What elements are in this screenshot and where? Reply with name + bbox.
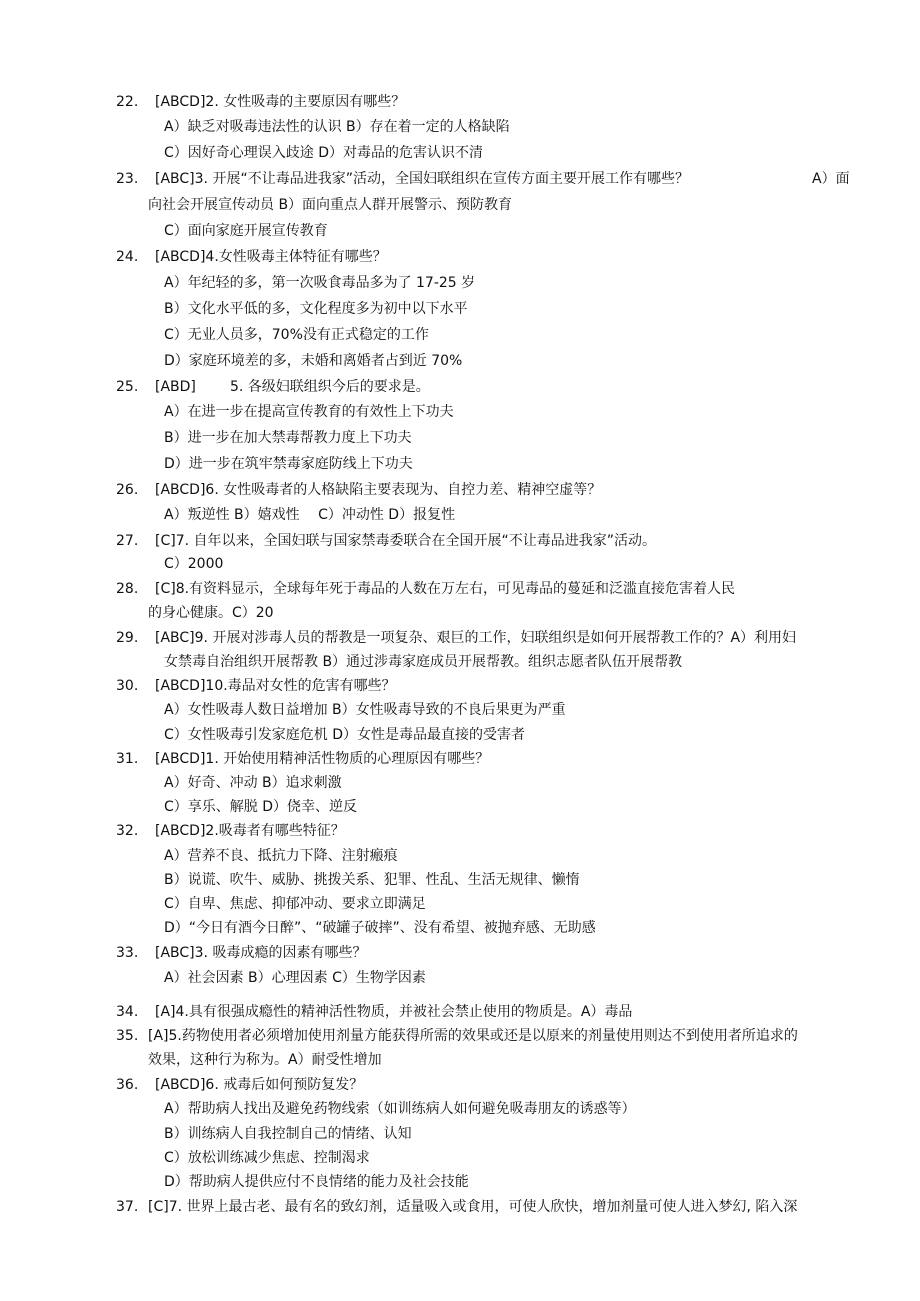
answer-option-line: B）训练病人自我控制自己的情绪、认知 bbox=[164, 1126, 412, 1142]
question-stem: [ABC]3. 开展“不让毒品进我家”活动，全国妇联组织在宣传方面主要开展工作有哪些？ bbox=[155, 171, 689, 187]
answer-option-line: D）帮助病人提供应付不良情绪的能力及社会技能 bbox=[164, 1174, 469, 1190]
question-number: 34. bbox=[116, 1004, 139, 1020]
answer-option-line: 女禁毒自治组织开展帮教 B）通过涉毒家庭成员开展帮教。组织志愿者队伍开展帮教 bbox=[164, 654, 683, 670]
answer-option-line: C）无业人员多，70%没有正式稳定的工作 bbox=[164, 327, 429, 343]
question-number: 30. bbox=[116, 678, 139, 694]
question-number: 35. bbox=[116, 1028, 139, 1044]
answer-option-line: A）女性吸毒人数日益增加 B）女性吸毒导致的不良后果更为严重 bbox=[164, 702, 566, 718]
question-stem: [ABCD]2.吸毒者有哪些特征？ bbox=[155, 823, 345, 839]
answer-option-line: A）在进一步在提高宣传教育的有效性上下功夫 bbox=[164, 404, 454, 420]
question-number: 29. bbox=[116, 630, 139, 646]
question-number: 23. bbox=[116, 171, 139, 187]
question-stem: [ABCD]4.女性吸毒主体特征有哪些？ bbox=[155, 249, 387, 265]
question-number: 26. bbox=[116, 482, 139, 498]
answer-option-line: A）叛逆性 B）嬉戏性 C）冲动性 D）报复性 bbox=[164, 507, 456, 523]
question-stem: [A]4.具有很强成瘾性的精神活性物质，并被社会禁止使用的物质是。A）毒品 bbox=[155, 1004, 633, 1020]
answer-option-line: C）女性吸毒引发家庭危机 D）女性是毒品最直接的受害者 bbox=[164, 727, 526, 743]
question-number: 24. bbox=[116, 249, 139, 265]
question-answer-key: [ABD] bbox=[155, 379, 196, 395]
question-stem-continuation: 向社会开展宣传动员 B）面向重点人群开展警示、预防教育 bbox=[148, 197, 513, 213]
question-stem: [C]8.有资料显示，全球每年死于毒品的人数在万左右，可见毒品的蔓延和泛滥直接危害着人民 bbox=[155, 581, 736, 597]
answer-option-line: C）放松训练减少焦虑、控制渴求 bbox=[164, 1150, 370, 1166]
question-stem: [C]7. 自年以来，全国妇联与国家禁毒委联合在全国开展“不让毒品进我家”活动。 bbox=[155, 533, 657, 549]
answer-option-line: D）进一步在筑牢禁毒家庭防线上下功夫 bbox=[164, 456, 413, 472]
question-stem-continuation: 效果，这种行为称为。A）耐受性增加 bbox=[148, 1052, 382, 1068]
question-stem: [C]7. 世界上最古老、最有名的致幻剂，适量吸入或食用，可使人欣快，增加剂量可使人进入梦幻, 陷入深 bbox=[148, 1199, 798, 1215]
question-stem: [ABCD]10.毒品对女性的危害有哪些？ bbox=[155, 678, 396, 694]
question-stem: [ABCD]1. 开始使用精神活性物质的心理原因有哪些？ bbox=[155, 751, 490, 767]
answer-option-line: D）“今日有酒今日醉”、“破罐子破摔”、没有希望、被抛弃感、无助感 bbox=[164, 920, 596, 936]
question-number: 32. bbox=[116, 823, 139, 839]
question-number: 28. bbox=[116, 581, 139, 597]
answer-option-line: B）进一步在加大禁毒帮教力度上下功夫 bbox=[164, 430, 412, 446]
question-number: 27. bbox=[116, 533, 139, 549]
answer-option-line: A）帮助病人找出及避免药物线索（如训练病人如何避免吸毒朋友的诱惑等） bbox=[164, 1101, 636, 1117]
answer-option-line: D）家庭环境差的多，未婚和离婚者占到近 70% bbox=[164, 353, 463, 369]
answer-option-line: A）缺乏对吸毒违法性的认识 B）存在着一定的人格缺陷 bbox=[164, 119, 510, 135]
question-stem: [ABCD]2. 女性吸毒的主要原因有哪些？ bbox=[155, 94, 406, 110]
question-number: 31. bbox=[116, 751, 139, 767]
answer-option-line: B）文化水平低的多，文化程度多为初中以下水平 bbox=[164, 301, 468, 317]
answer-option-line: A）营养不良、抵抗力下降、注射瘢痕 bbox=[164, 848, 398, 864]
question-stem-continuation: 的身心健康。C）20 bbox=[148, 605, 274, 621]
answer-option-line: C）享乐、解脱 D）侥幸、逆反 bbox=[164, 799, 358, 815]
answer-option-line: C）面向家庭开展宣传教育 bbox=[164, 223, 328, 239]
answer-option-line: A）社会因素 B）心理因素 C）生物学因素 bbox=[164, 970, 426, 986]
question-stem: [ABCD]6. 女性吸毒者的人格缺陷主要表现为、自控力差、精神空虚等？ bbox=[155, 482, 602, 498]
answer-option-line: C）因好奇心理误入歧途 D）对毒品的危害认识不清 bbox=[164, 145, 484, 161]
answer-option-line: A）年纪轻的多，第一次吸食毒品多为了 17-25 岁 bbox=[164, 275, 476, 291]
answer-option-line: A）面 bbox=[812, 171, 850, 187]
answer-option-line: A）好奇、冲动 B）追求刺激 bbox=[164, 775, 342, 791]
answer-option-line: C）2000 bbox=[164, 556, 224, 572]
answer-option-line: C）自卑、焦虑、抑郁冲动、要求立即满足 bbox=[164, 896, 426, 912]
question-stem: 5. 各级妇联组织今后的要求是。 bbox=[230, 379, 430, 395]
question-number: 25. bbox=[116, 379, 139, 395]
question-number: 37. bbox=[116, 1199, 139, 1215]
question-stem: [ABCD]6. 戒毒后如何预防复发？ bbox=[155, 1077, 364, 1093]
question-stem: [A]5.药物使用者必须增加使用剂量方能获得所需的效果或还是以原来的剂量使用则达不到使用者所追求的 bbox=[148, 1028, 798, 1044]
answer-option-line: B）说谎、吹牛、威胁、挑拨关系、犯罪、性乱、生活无规律、懒惰 bbox=[164, 872, 580, 888]
question-stem: [ABC]3. 吸毒成瘾的因素有哪些？ bbox=[155, 945, 367, 961]
question-stem: [ABC]9. 开展对涉毒人员的帮教是一项复杂、艰巨的工作，妇联组织是如何开展帮教工作的？A）利用妇 bbox=[155, 630, 797, 646]
question-number: 36. bbox=[116, 1077, 139, 1093]
question-number: 33. bbox=[116, 945, 139, 961]
question-number: 22. bbox=[116, 94, 139, 110]
